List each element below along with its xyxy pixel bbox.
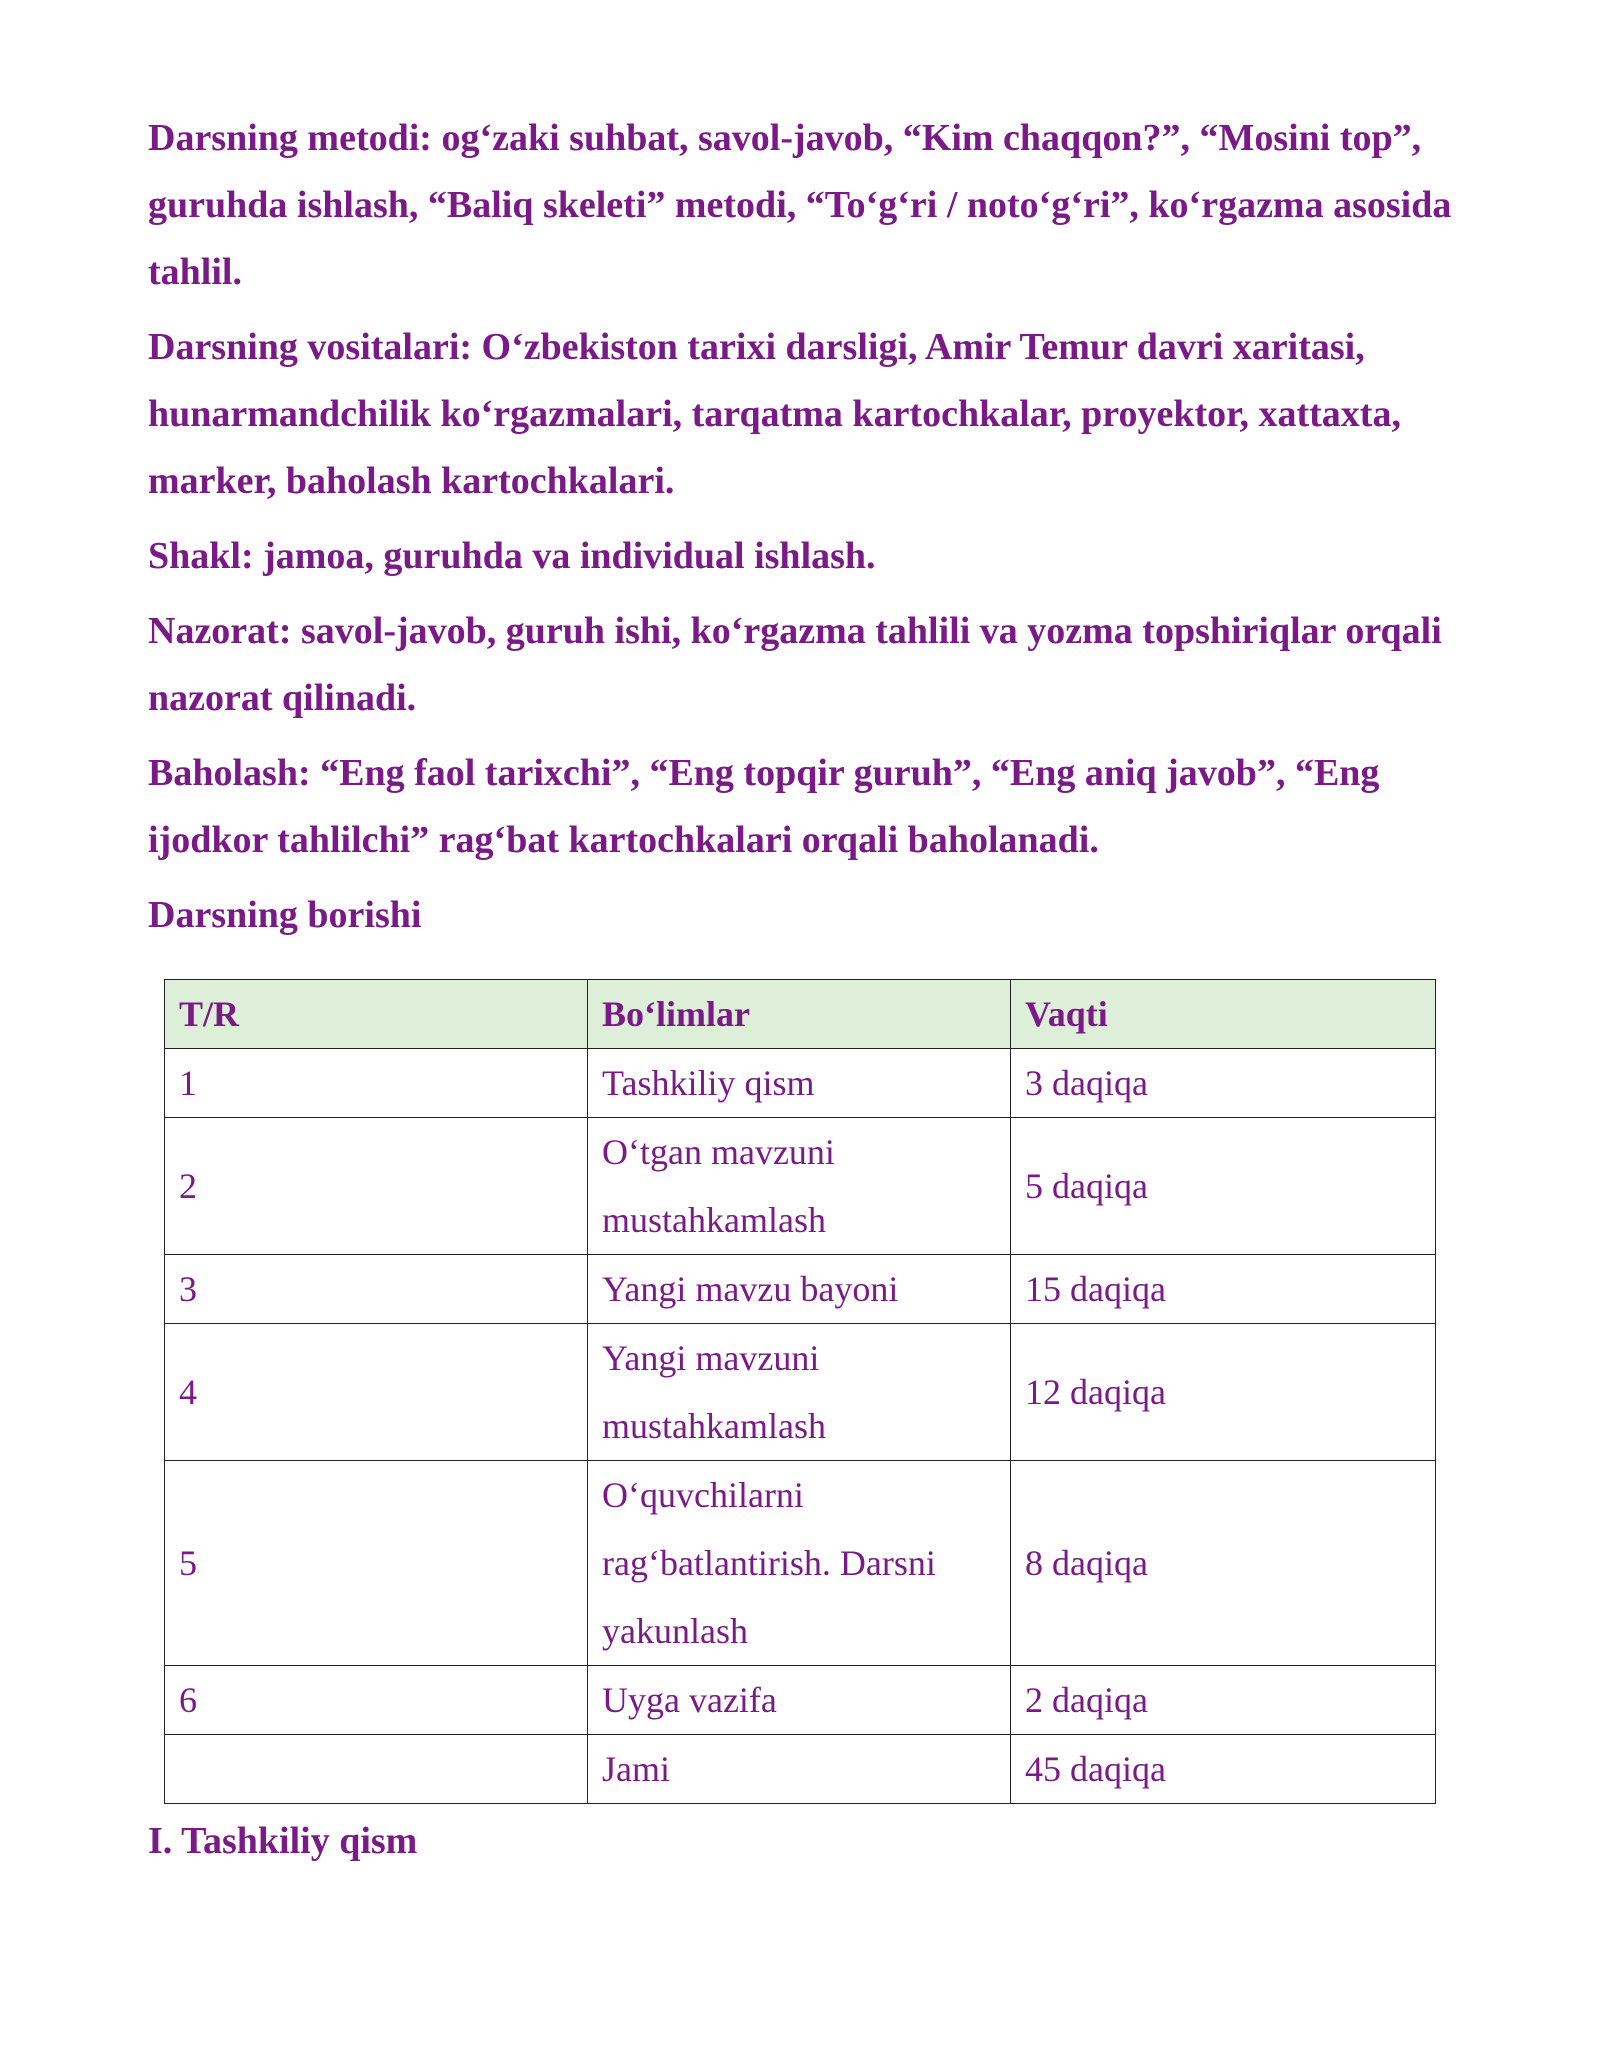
header-time: Vaqti: [1011, 980, 1436, 1049]
cell-section: O‘quvchilarni rag‘batlantirish. Darsni yakunlash: [588, 1461, 1011, 1666]
cell-section: Yangi mavzu bayoni: [588, 1255, 1011, 1324]
cell-number: 4: [165, 1324, 588, 1461]
cell-time: 8 daqiqa: [1011, 1461, 1436, 1666]
document-page: [148, 105, 1458, 1875]
cell-time: 2 daqiqa: [1011, 1666, 1436, 1735]
cell-total-time: 45 daqiqa: [1011, 1735, 1436, 1804]
table-row: [165, 1255, 1436, 1324]
cell-section: Uyga vazifa: [588, 1666, 1011, 1735]
table-row-total: [165, 1735, 1436, 1804]
cell-section: Tashkiliy qism: [588, 1049, 1011, 1118]
next-section-heading: I. Tashkiliy qism: [148, 1820, 418, 1862]
cell-number: 5: [165, 1461, 588, 1666]
cell-time: 5 daqiqa: [1011, 1118, 1436, 1255]
cell-section: Yangi mavzuni mustahkamlash: [588, 1324, 1011, 1461]
paragraph-tools: Darsning vositalari: O‘zbekiston tarixi darsligi, Amir Temur davri xaritasi, hunarmandchilik ko‘rgazmalari, tarqatma kartochkalar, proyektor, xattaxta, marker, baholash kartochkalari.: [148, 326, 1401, 502]
table-row: [165, 1049, 1436, 1118]
cell-time: 15 daqiqa: [1011, 1255, 1436, 1324]
table-header-row: [165, 980, 1436, 1049]
cell-total-label: Jami: [588, 1735, 1011, 1804]
paragraph-control: Nazorat: savol-javob, guruh ishi, ko‘rgazma tahlili va yozma topshiriqlar orqali nazorat qilinadi.: [148, 610, 1442, 719]
header-sections: Bo‘limlar: [588, 980, 1011, 1049]
table-row: [165, 1324, 1436, 1461]
section-title: Darsning borishi: [148, 894, 422, 936]
paragraph-method: Darsning metodi: og‘zaki suhbat, savol-javob, “Kim chaqqon?”, “Mosini top”, guruhda ishlash, “Baliq skeleti” metodi, “To‘g‘ri / noto‘g‘ri”, ko‘rgazma asosida tahlil.: [148, 117, 1452, 293]
cell-time: 3 daqiqa: [1011, 1049, 1436, 1118]
table-row: [165, 1461, 1436, 1666]
table-row: [165, 1118, 1436, 1255]
cell-number: 3: [165, 1255, 588, 1324]
header-number: T/R: [165, 980, 588, 1049]
cell-section: O‘tgan mavzuni mustahkamlash: [588, 1118, 1011, 1255]
lesson-plan-table-wrapper: [164, 979, 1435, 1804]
cell-number: 6: [165, 1666, 588, 1735]
cell-number: [165, 1735, 588, 1804]
cell-number: 1: [165, 1049, 588, 1118]
paragraph-form: Shakl: jamoa, guruhda va individual ishlash.: [148, 535, 876, 577]
lesson-plan-table: [164, 979, 1436, 1804]
cell-number: 2: [165, 1118, 588, 1255]
cell-time: 12 daqiqa: [1011, 1324, 1436, 1461]
paragraph-assessment: Baholash: “Eng faol tarixchi”, “Eng topqir guruh”, “Eng aniq javob”, “Eng ijodkor tahlilchi” rag‘bat kartochkalari orqali baholanadi.: [148, 752, 1380, 861]
table-row: [165, 1666, 1436, 1735]
